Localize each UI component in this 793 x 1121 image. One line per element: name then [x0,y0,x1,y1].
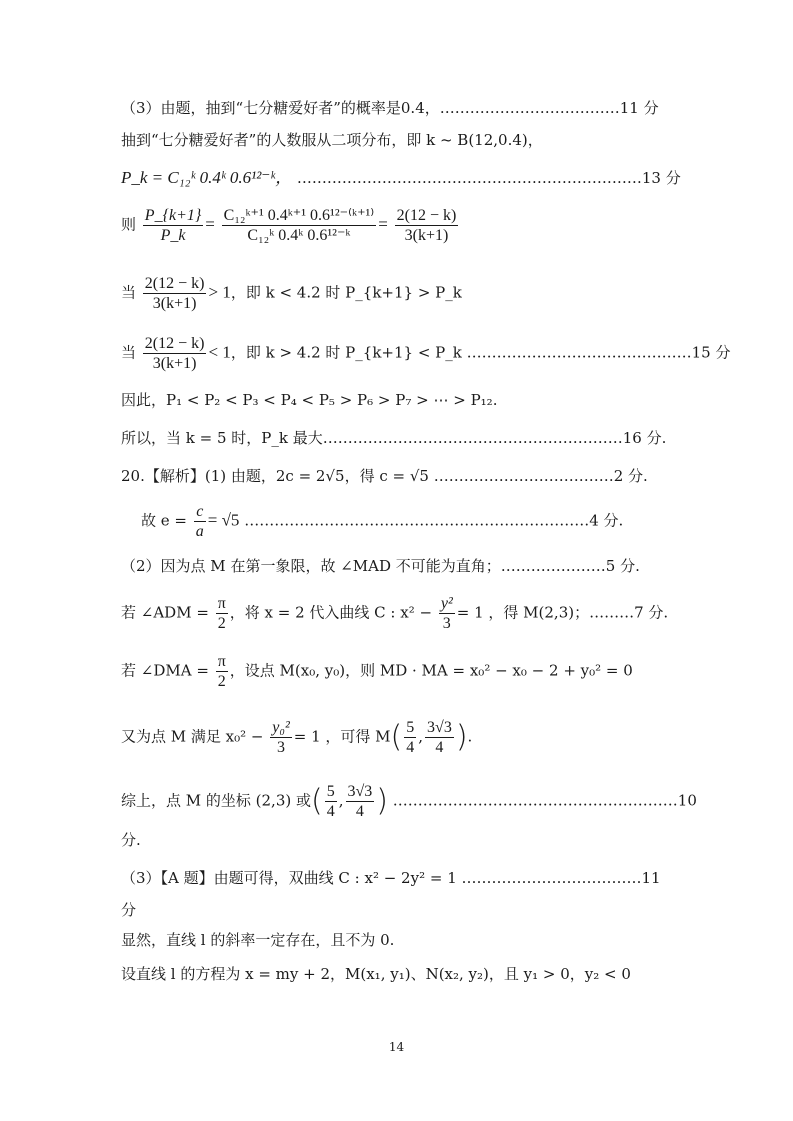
sum-my-numerator: 3√3 [347,783,373,800]
pi-denominator: 2 [217,615,226,632]
pi-numerator: π [217,595,226,612]
line-angle-dma [121,652,676,691]
line-pk-formula [121,168,681,188]
line-part2: （2）因为点 M 在第一象限，故 ∠MAD 不可能为直角；…………………5 分. [121,557,640,575]
dma-pi-fraction [216,652,228,691]
line-eccentricity [141,502,676,541]
line-therefore: 因此，P₁ < P₂ < P₃ < P₄ < P₅ > P₆ > P₇ > ⋯ > P₁₂. [121,391,498,409]
e-numerator: c [194,502,206,522]
y02-fraction [270,718,291,757]
line-when-less [121,334,731,373]
adm-pi-fraction [216,594,228,633]
when-label-2: 当 [121,343,137,362]
line-when-greater [121,274,676,313]
ratio-mid-denominator: C₁₂ᵏ 0.4ᵏ 0.6¹²⁻ᵏ [247,227,351,244]
ratio-denominator: P_k [160,227,186,244]
sum-mx-numerator: 5 [326,783,335,800]
adm-tail: = 1 ，得 M(2,3)；………7 分. [456,603,669,622]
sum-mx-denominator: 4 [326,803,335,820]
score-4: ……………………………………………………………4 分. [244,511,624,530]
y02-numerator: y₀² [272,719,290,736]
gt-fraction [143,274,207,313]
adm-mid: ，将 x = 2 代入曲线 C : x² − [229,603,433,622]
ratio-mid-fraction [222,206,377,245]
gt-tail: ，即 k < 4.2 时 P_{k+1} > P_k [230,283,462,302]
lt-numerator: 2(12 − k) [144,335,205,352]
gt-numerator: 2(12 − k) [144,275,205,292]
my-fraction [425,718,454,757]
gt-denominator: 3(k+1) [152,295,197,312]
sum-mx-fraction [325,782,337,821]
score-10: …………………………………………………10 [392,791,697,810]
mx-fraction [404,718,416,757]
pm-tail: = 1 ，可得 M [293,727,391,746]
line-slope: 显然，直线 l 的斜率一定存在，且不为 0. [121,931,395,949]
sum-my-denominator: 4 [355,803,364,820]
ratio-label: 则 [121,215,137,234]
line-equation: 设直线 l 的方程为 x = my + 2，M(x₁, y₁)、N(x₂, y₂)，且 y₁ > 0，y₂ < 0 [121,965,631,983]
dma-pi-denominator: 2 [217,673,226,690]
lt-one: < 1 [208,342,231,362]
angle-dma: 若 ∠DMA = [121,661,209,680]
line-angle-adm [121,594,676,633]
ratio-right-numerator: 2(12 − k) [396,207,457,224]
sum-my-fraction [346,782,375,821]
e-post: = √5 [207,510,240,530]
lt-tail: ，即 k > 4.2 时 P_{k+1} < P_k ………………………………………15 分 [230,343,731,362]
ratio-numerator: P_{k+1} [144,207,202,224]
line-part3a: （3）【A 题】由题可得，双曲线 C : x² − 2y² = 1 ………………………………11 [121,869,661,887]
mx-denominator: 4 [406,739,415,756]
line-ratio: 则 $\frac{P\_\{k+1\}}{P\_k}$ = $\frac{\text{C₁₂ᵏ⁺¹ 0.4ᵏ⁺¹ 0.6¹²⁻⁽ᵏ⁺¹⁾}}{\text{C₁₂ᵏ 0.4ᵏ 0.6¹²⁻ᵏ}}$ = $\frac{2(12 - k)}{3(k+1)}$ [121,207,457,244]
dma-pi-numerator: π [217,653,226,670]
pm-pre: 又为点 M 满足 x₀² − [121,727,264,746]
summary-pre: 综上，点 M 的坐标 (2,3) 或 [121,791,311,810]
my-denominator: 4 [435,739,444,756]
line-fen-2: 分 [121,901,137,919]
mx-numerator: 5 [406,719,415,736]
page-number: 14 [388,1040,405,1054]
line-summary: 综上，点 M 的坐标 (2,3) 或( $\frac{5}{4}$ , $\frac{3√3}{4}$ ) …………………………………………………10 [121,783,697,820]
dma-tail: ，设点 M(x₀, y₀)，则 MD · MA = x₀² − x₀ − 2 + y₀² = 0 [229,661,633,680]
line-q20-part1: 20.【解析】(1) 由题，2c = 2√5，得 c = √5 ………………………………2 分. [121,467,648,485]
e-fraction [194,502,206,541]
ratio-fraction [143,206,203,245]
line-binomial: 抽到“七分糖爱好者”的人数服从二项分布，即 k ~ B(12,0.4)， [121,131,543,149]
e-denominator: a [195,523,204,540]
line-point-m: 又为点 M 满足 x₀² − $\frac{\text{y₀²}}{3}$ = 1 ，可得 M( $\frac{5}{4}$ , $\frac{3√3}{4}$ ). [121,719,473,756]
y2-numerator: y² [440,595,453,612]
when-label: 当 [121,283,137,302]
ratio-mid-numerator: C₁₂ᵏ⁺¹ 0.4ᵏ⁺¹ 0.6¹²⁻⁽ᵏ⁺¹⁾ [223,207,375,224]
line-fen-1: 分. [121,831,141,849]
ratio-right-fraction [395,206,459,245]
e-pre: 故 e = [141,511,187,530]
my-numerator: 3√3 [427,719,452,736]
lt-fraction [143,334,207,373]
lt-denominator: 3(k+1) [152,355,197,372]
y2-denominator: 3 [442,615,451,632]
line-conclusion: 所以，当 k = 5 时，P_k 最大……………………………………………………16 分. [121,429,667,447]
gt-one: > 1 [208,282,231,302]
y2-fraction [439,594,455,633]
score-13: ……………………………………………………………13 分 [296,169,681,187]
line-part3-probability: （3）由题，抽到“七分糖爱好者”的概率是0.4，………………………………11 分 [121,99,659,117]
pk-formula: P_k = C₁₂ᵏ 0.4ᵏ 0.6¹²⁻ᵏ， [121,168,293,187]
y02-denominator: 3 [277,739,286,756]
ratio-right-denominator: 3(k+1) [404,227,449,244]
angle-adm: 若 ∠ADM = [121,603,209,622]
